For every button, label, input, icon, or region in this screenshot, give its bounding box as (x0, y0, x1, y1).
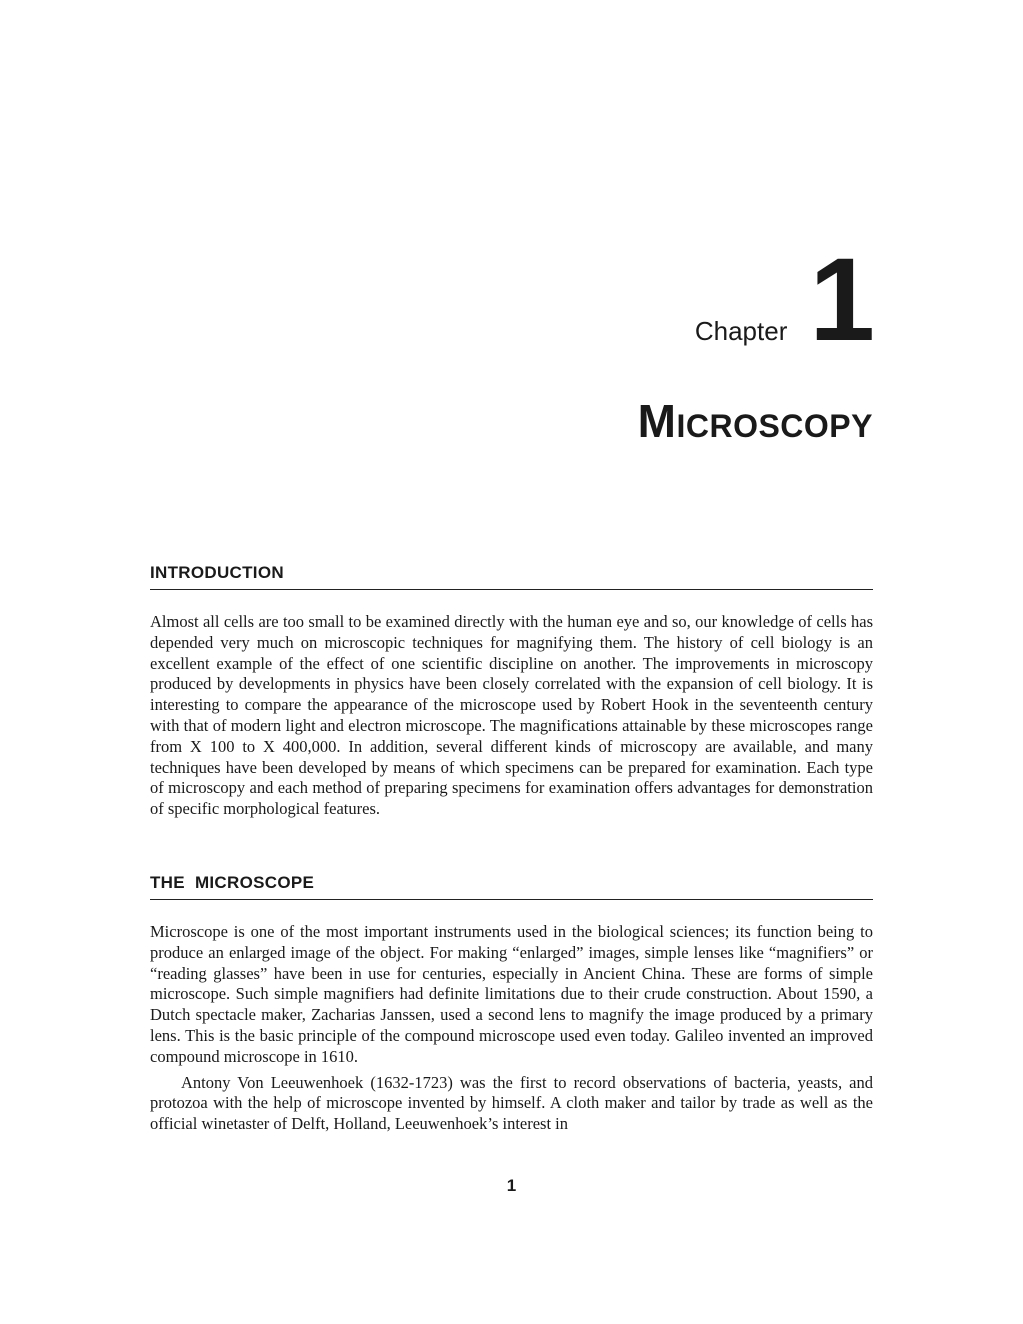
section-the-microscope (150, 873, 873, 1135)
chapter-title: Microscopy (637, 395, 873, 447)
body-paragraph: Almost all cells are too small to be examined directly with the human eye and so, our knowledge of cells has depended very much on microscopic techniques for magnifying them. The history of cell biology is an excellent example of the effect of one scientific discipline on another. The improvements in microscopy produced by developments in physics have been closely correlated with the expansion of cell biology. It is interesting to compare the appearance of the microscope used by Robert Hook in the seventeenth century with that of modern light and electron microscope. The magnifications attainable by these microscopes range from X 100 to X 400,000. In addition, several different kinds of microscopy are available, and many techniques have been developed by means of which specimens can be prepared for examination. Each type of microscopy and each method of preparing specimens for examination offers advantages for demonstration of specific morphological features. (150, 612, 873, 819)
section-introduction (150, 563, 873, 820)
chapter-header (694, 234, 873, 366)
section-heading: THE MICROSCOPE (150, 873, 873, 900)
body-paragraph: Microscope is one of the most important instruments used in the biological sciences; its function being to produce an enlarged image of the object. For making “enlarged” images, simple lenses like “magnifiers” or “reading glasses” have been in use for centuries, especially in Ancient China. These are forms of simple microscope. Such simple magnifiers had definite limitations due to their crude construction. About 1590, a Dutch spectacle maker, Zacharias Janssen, used a second lens to magnify the image produced by a primary lens. This is the basic principle of the compound microscope used even today. Galileo invented an improved compound microscope in 1610. (150, 922, 873, 1066)
chapter-label: Chapter (694, 316, 788, 346)
page-number: 1 (506, 1176, 517, 1195)
body-paragraph: Antony Von Leeuwenhoek (1632-1723) was the first to record observations of bacteria, yeasts, and protozoa with the help of microscope invented by himself. A cloth maker and tailor by trade as well as the official winetaster of Delft, Holland, Leeuwenhoek’s interest in (150, 1072, 873, 1134)
chapter-number: 1 (809, 234, 873, 366)
section-heading: INTRODUCTION (150, 563, 873, 590)
chapter-label-line (694, 234, 873, 366)
